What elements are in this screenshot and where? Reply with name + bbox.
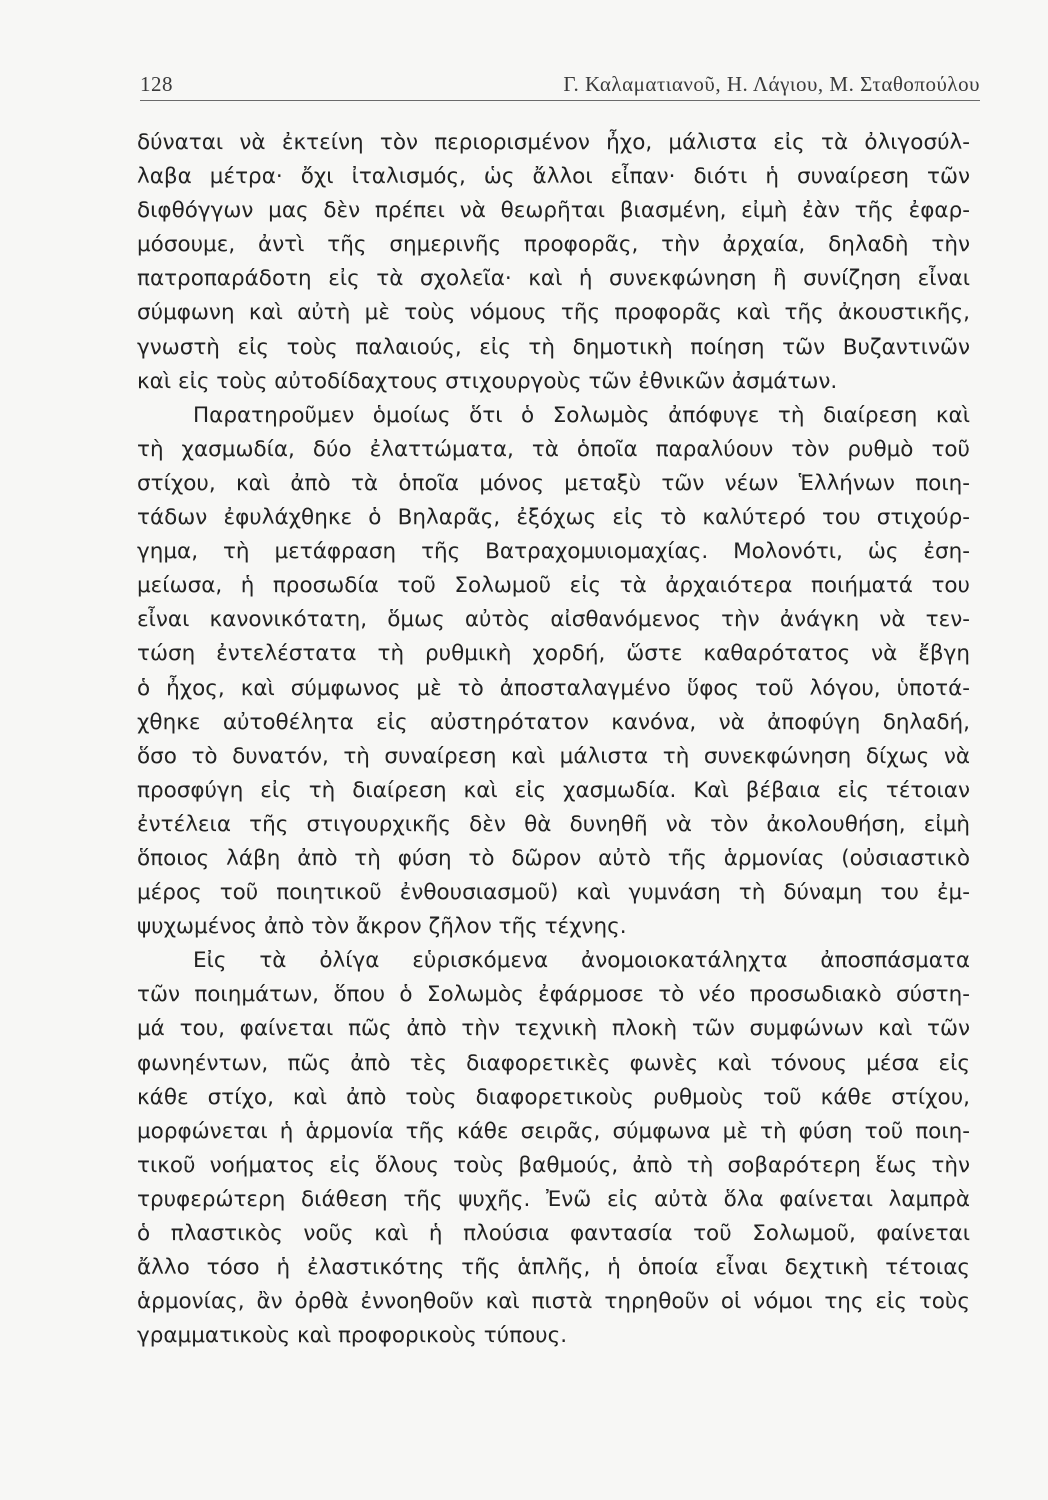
running-head	[140, 70, 980, 100]
text-line: τὴ χασμωδία, δύο ἐλαττώματα, τὰ ὁποῖα παραλύουν τὸν ρυθμὸ τοῦ	[137, 436, 970, 462]
text-line: τρυφερώτερη διάθεση τῆς ψυχῆς. Ἐνῶ εἰς αὐτὰ ὅλα φαίνεται λαμπρὰ	[137, 1186, 970, 1212]
text-line: δύναται νὰ ἐκτείνη τὸν περιορισμένον ἦχο, μάλιστα εἰς τὰ ὀλιγοσύλ-	[137, 130, 970, 155]
text-line: τῶν ποιημάτων, ὅπου ὁ Σολωμὸς ἐφάρμοσε τὸ νέο προσωδιακὸ σύστη-	[137, 982, 970, 1008]
text-line: μορφώνεται ἡ ἁρμονία τῆς κάθε σειρᾶς, σύμφωνα μὲ τὴ φύση τοῦ ποιη-	[137, 1118, 970, 1144]
text-line: διφθόγγων μας δὲν πρέπει νὰ θεωρῆται βιασμένη, εἰμὴ ἐὰν τῆς ἐφαρ-	[137, 198, 970, 224]
header-rule	[140, 100, 980, 101]
page-number: 128	[140, 72, 173, 96]
text-line: Εἰς τὰ ὀλίγα εὑρισκόμενα ἀνομοιοκατάληχτα ἀποσπάσματα	[193, 948, 970, 974]
text-line: σύμφωνη καὶ αὐτὴ μὲ τοὺς νόμους τῆς προφορᾶς καὶ τῆς ἀκουστικῆς,	[137, 300, 970, 326]
text-line: πατροπαράδοτη εἰς τὰ σχολεῖα· καὶ ἡ συνεκφώνηση ἢ συνίζηση εἶναι	[137, 266, 970, 292]
text-line: γημα, τὴ μετάφραση τῆς Βατραχομυιομαχίας. Μολονότι, ὡς ἐση-	[137, 539, 970, 565]
text-line: μόσουμε, ἀντὶ τῆς σημερινῆς προφορᾶς, τὴν ἀρχαία, δηλαδὴ τὴν	[137, 232, 970, 258]
text-line: κάθε στίχο, καὶ ἀπὸ τοὺς διαφορετικοὺς ρυθμοὺς τοῦ κάθε στίχου,	[137, 1084, 970, 1110]
text-line: μείωσα, ἡ προσωδία τοῦ Σολωμοῦ εἰς τὰ ἀρχαιότερα ποιήματά του	[137, 573, 970, 599]
text-line: μέρος τοῦ ποιητικοῦ ἐνθουσιασμοῦ) καὶ γυμνάση τὴ δύναμη του ἐμ-	[137, 880, 970, 906]
text-line: ὅποιος λάβη ἀπὸ τὴ φύση τὸ δῶρον αὐτὸ τῆς ἁρμονίας (οὐσιαστικὸ	[137, 845, 970, 871]
text-line: τώση ἐντελέστατα τὴ ρυθμικὴ χορδή, ὥστε καθαρότατος νὰ ἔβγη	[137, 641, 970, 667]
text-line: ἁρμονίας, ἂν ὀρθὰ ἐννοηθοῦν καὶ πιστὰ τηρηθοῦν οἱ νόμοι της εἰς τοὺς	[137, 1289, 970, 1315]
text-line: γνωστὴ εἰς τοὺς παλαιούς, εἰς τὴ δημοτικὴ ποίηση τῶν Βυζαντινῶν	[137, 334, 970, 360]
text-line: προσφύγη εἰς τὴ διαίρεση καὶ εἰς χασμωδία. Καὶ βέβαια εἰς τέτοιαν	[137, 777, 970, 803]
text-line: εἶναι κανονικότατη, ὅμως αὐτὸς αἰσθανόμενος τὴν ἀνάγκη νὰ τεν-	[137, 607, 970, 633]
body-text	[137, 126, 970, 1353]
text-line: στίχου, καὶ ἀπὸ τὰ ὁποῖα μόνος μεταξὺ τῶν νέων Ἑλλήνων ποιη-	[137, 470, 970, 496]
text-line: χθηκε αὐτοθέλητα εἰς αὐστηρότατον κανόνα, νὰ ἀποφύγη δηλαδή,	[137, 709, 970, 735]
text-line: ἐντέλεια τῆς στιγουρχικῆς δὲν θὰ δυνηθῆ νὰ τὸν ἀκολουθήση, εἰμὴ	[137, 811, 970, 837]
text-line: ὅσο τὸ δυνατόν, τὴ συναίρεση καὶ μάλιστα τὴ συνεκφώνηση δίχως νὰ	[137, 743, 970, 769]
text-line: φωνηέντων, πῶς ἀπὸ τὲς διαφορετικὲς φωνὲς καὶ τόνους μέσα εἰς	[137, 1050, 970, 1076]
text-line: ὁ ἦχος, καὶ σύμφωνος μὲ τὸ ἀποσταλαγμένο ὕφος τοῦ λόγου, ὑποτά-	[137, 675, 970, 701]
text-line: Παρατηροῦμεν ὁμοίως ὅτι ὁ Σολωμὸς ἀπόφυγε τὴ διαίρεση καὶ	[193, 402, 970, 428]
text-line: γραμματικοὺς καὶ προφορικοὺς τύπους.	[137, 1323, 568, 1349]
text-line: τάδων ἐφυλάχθηκε ὁ Βηλαρᾶς, ἐξόχως εἰς τὸ καλύτερό του στιχούρ-	[137, 505, 970, 531]
text-line: μά του, φαίνεται πῶς ἀπὸ τὴν τεχνικὴ πλοκὴ τῶν συμφώνων καὶ τῶν	[137, 1016, 970, 1042]
text-line: καὶ εἰς τοὺς αὐτοδίδαχτους στιχουργοὺς τῶν ἐθνικῶν ἀσμάτων.	[137, 368, 838, 394]
text-line: ψυχωμένος ἀπὸ τὸν ἄκρον ζῆλον τῆς τέχνης.	[137, 914, 627, 940]
text-line: τικοῦ νοήματος εἰς ὅλους τοὺς βαθμούς, ἀπὸ τὴ σοβαρότερη ἕως τὴν	[137, 1152, 970, 1178]
text-line: ὁ πλαστικὸς νοῦς καὶ ἡ πλούσια φαντασία τοῦ Σολωμοῦ, φαίνεται	[137, 1221, 970, 1246]
text-line: λαβα μέτρα· ὄχι ἰταλισμός, ὡς ἄλλοι εἶπαν· διότι ἡ συναίρεση τῶν	[137, 164, 970, 190]
text-line: ἄλλο τόσο ἡ ἐλαστικότης τῆς ἁπλῆς, ἡ ὁποία εἶναι δεχτικὴ τέτοιας	[137, 1255, 970, 1281]
running-title: Γ. Καλαματιανοῦ, Η. Λάγιου, Μ. Σταθοπούλου	[563, 72, 980, 96]
